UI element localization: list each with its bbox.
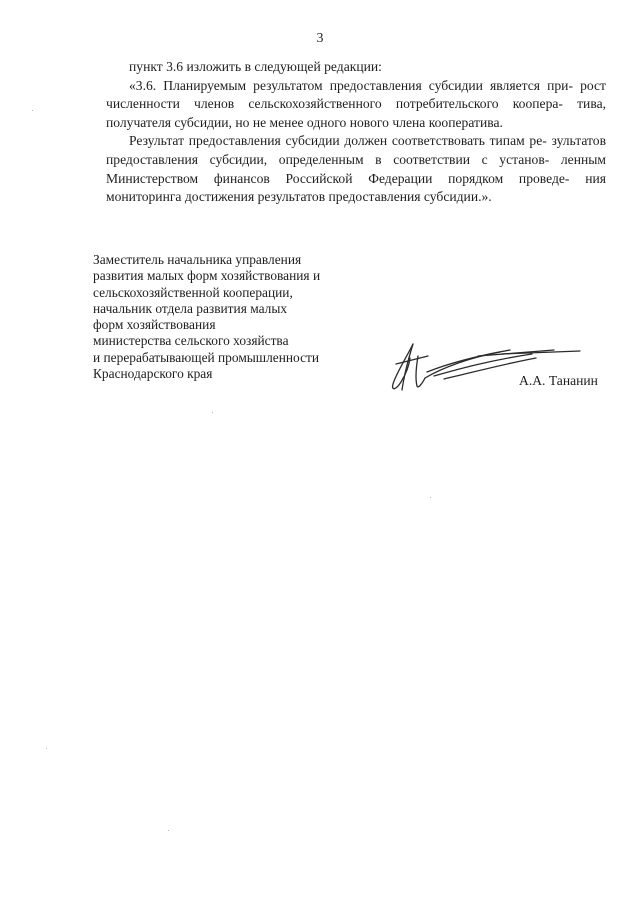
paragraph-line: пункт 3.6 изложить в следующей редакции:	[129, 59, 382, 74]
paragraph-clause-3-6	[106, 77, 606, 133]
position-line: форм хозяйствования	[93, 317, 216, 333]
scan-speck	[32, 110, 33, 111]
position-line: Заместитель начальника управления	[93, 252, 302, 267]
signer-name: А.А. Тананин	[519, 373, 598, 388]
paragraph-line: «3.6. Планируемым результатом предоставления субсидии является при-	[129, 77, 573, 93]
paragraph-intro	[106, 58, 606, 77]
position-line: и перерабатывающей промышленности	[93, 349, 320, 365]
body-text	[106, 58, 606, 207]
paragraph-result	[106, 132, 606, 206]
paragraph-line: тива, получателя субсидии, но не менее одного нового члена кооператива.	[106, 96, 606, 130]
scan-speck	[168, 830, 169, 831]
position-line: Краснодарского края	[93, 366, 213, 382]
position-line: сельскохозяйственной кооперации,	[93, 284, 293, 300]
paragraph-line: рост численности членов сельскохозяйственного потребительского коопера-	[106, 77, 606, 112]
paragraph-line: ния мониторинга достижения результатов предоставления субсидии.».	[106, 170, 606, 205]
position-line: министерства сельского хозяйства	[93, 333, 289, 349]
page-number: 3	[316, 31, 324, 46]
scan-speck	[46, 748, 47, 749]
paragraph-line: зультатов предоставления субсидии, определенным в соответствии с установ-	[106, 133, 606, 167]
scan-speck	[212, 412, 213, 413]
position-line: начальник отдела развития малых	[93, 300, 288, 316]
paragraph-line: ленным Министерством финансов Российской Федерации порядком проведе-	[106, 151, 606, 186]
position-line: развития малых форм хозяйствования и	[93, 268, 321, 284]
handwritten-signature	[382, 338, 582, 402]
signer-position	[93, 252, 383, 382]
paragraph-line: Результат предоставления субсидии должен соответствовать типам ре-	[129, 133, 547, 149]
scan-speck	[430, 497, 431, 498]
